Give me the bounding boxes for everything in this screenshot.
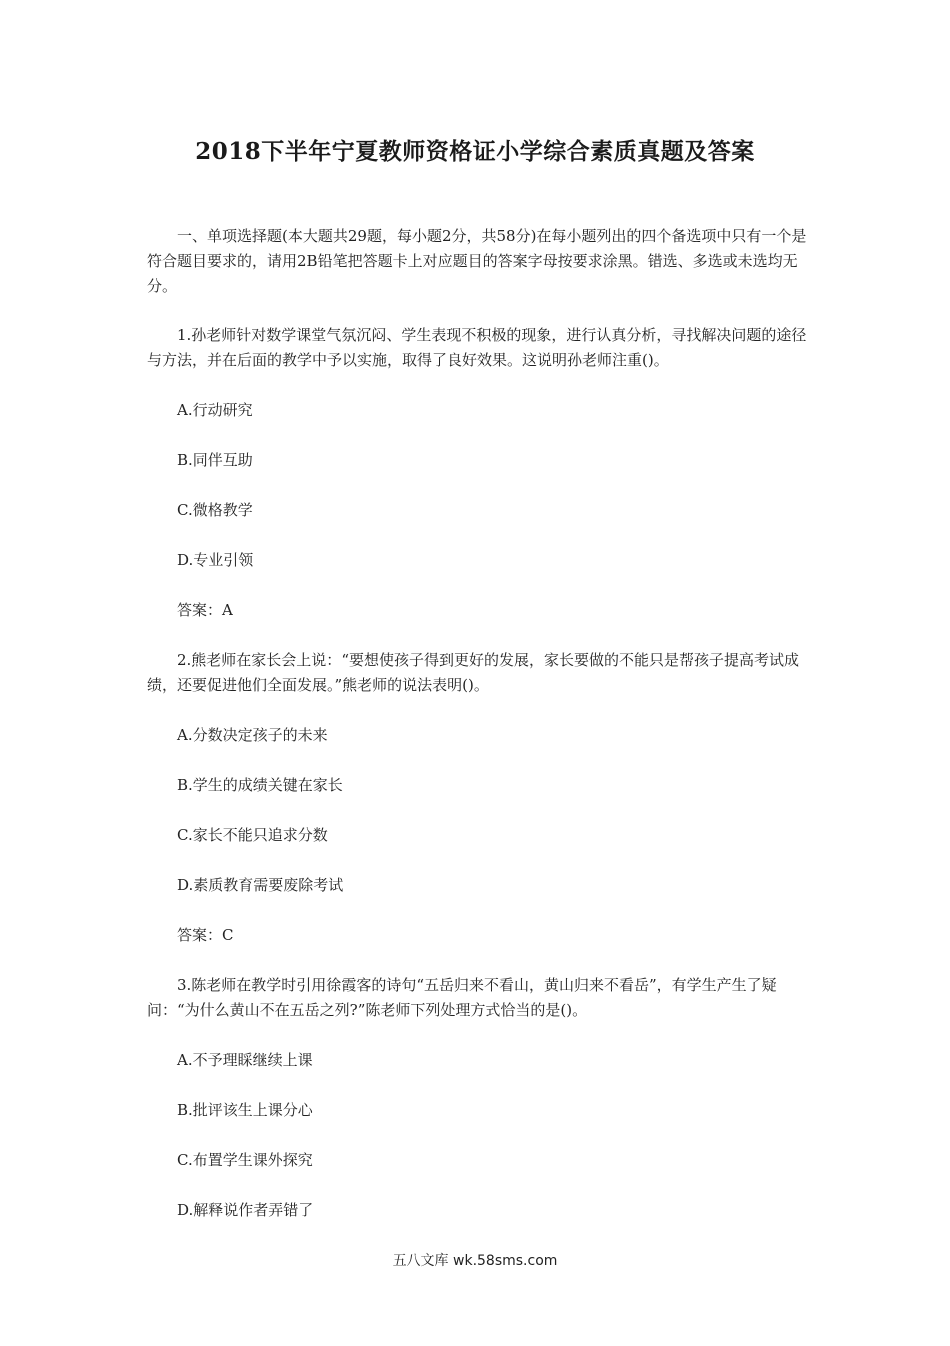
page-footer: 五八文库 wk.58sms.com <box>392 1253 558 1269</box>
question-3 <box>147 973 807 1223</box>
answer: 答案：A <box>177 601 233 619</box>
question-1 <box>147 323 807 623</box>
option-c: C.家长不能只追求分数 <box>177 826 328 844</box>
question-stem: 2.熊老师在家长会上说：“要想使孩子得到更好的发展，家长要做的不能只是帮孩子提高考试成绩，还要促进他们全面发展。”熊老师的说法表明()。 <box>147 651 799 694</box>
document-title: 2018下半年宁夏教师资格证小学综合素质真题及答案 <box>195 138 755 165</box>
option-b: B.批评该生上课分心 <box>177 1101 313 1119</box>
answer: 答案：C <box>177 926 234 944</box>
option-b: B.同伴互助 <box>177 451 253 469</box>
option-a: A.行动研究 <box>177 401 253 419</box>
document-body <box>147 224 807 1248</box>
question-stem: 1.孙老师针对数学课堂气氛沉闷、学生表现不积极的现象，进行认真分析，寻找解决问题的途径与方法，并在后面的教学中予以实施，取得了良好效果。这说明孙老师注重()。 <box>147 326 807 369</box>
option-d: D.专业引领 <box>177 551 254 569</box>
option-c: C.布置学生课外探究 <box>177 1151 313 1169</box>
option-c: C.微格教学 <box>177 501 253 519</box>
option-a: A.分数决定孩子的未来 <box>177 726 328 744</box>
option-b: B.学生的成绩关键在家长 <box>177 776 343 794</box>
question-stem: 3.陈老师在教学时引用徐霞客的诗句“五岳归来不看山，黄山归来不看岳”，有学生产生了疑问：“为什么黄山不在五岳之列?”陈老师下列处理方式恰当的是()。 <box>147 976 777 1019</box>
section-intro: 一、单项选择题(本大题共29题，每小题2分，共58分)在每小题列出的四个备选项中只有一个是符合题目要求的，请用2B铅笔把答题卡上对应题目的答案字母按要求涂黑。错选、多选或未选均无分。 <box>147 227 807 295</box>
option-d: D.素质教育需要废除考试 <box>177 876 344 894</box>
question-2 <box>147 648 807 948</box>
option-a: A.不予理睬继续上课 <box>177 1051 313 1069</box>
option-d: D.解释说作者弄错了 <box>177 1201 314 1219</box>
